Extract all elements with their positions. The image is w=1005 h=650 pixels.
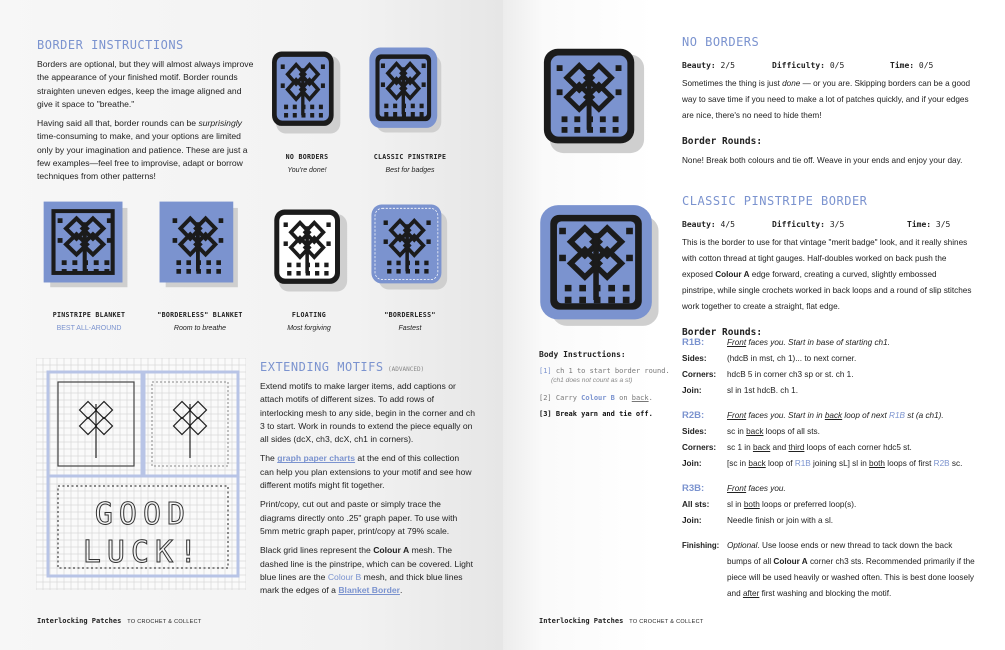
patch-illustration — [368, 46, 444, 134]
extending-text — [260, 380, 475, 603]
patch-illustration — [538, 43, 648, 155]
caption: FLOATING Most forgiving — [287, 311, 331, 332]
chart-text-luck: LUCK! — [82, 535, 204, 570]
classic-pinstripe-section: CLASSIC PINSTRIPE BORDER Beauty: 4/5 Difficulty: 3/5 Time: 3/5 This is the border to use for that vintage "merit badge" look, and it really shines with cotton thread at tight gauges. Half-doubles worked on back push the exposed Colour A edge forward, creating a curved, slightly embossed pinstripe, while single crochets worked in back loops and a round of slip stitches work together to create a straight, flat edge. Border Rounds: — [682, 194, 972, 338]
patch-classic-pinstripe — [368, 46, 444, 134]
caption: "BORDERLESS" Fastest — [384, 311, 436, 332]
patch-illustration — [370, 203, 450, 291]
patch-illustration — [42, 200, 134, 292]
patch-no-borders — [268, 47, 343, 135]
ratings: Beauty: 4/5 Difficulty: 3/5 Time: 3/5 — [682, 220, 951, 229]
patch-illustration — [270, 205, 350, 293]
intro-text — [37, 58, 259, 190]
paragraph: Extend motifs to make larger items, add captions or attach motifs of different sizes. To add rows of interlocking mesh to any side, begin in the corner and ch 3 to start. Work in rounds to extend the piece equally on all sides (dcX, ch3, dcX, ch1 in corners). — [260, 381, 475, 445]
caption: PINSTRIPE BLANKET BEST ALL-AROUND — [52, 311, 126, 332]
body-instructions: Body Instructions: [1] ch 1 to start border round. (ch1 does not count as a st) [2] Carry Colour B on back. [3] Break yarn and tie off. — [539, 350, 670, 418]
section-title: NO BORDERS — [682, 35, 760, 49]
caption: "BORDERLESS" BLANKET Room to breathe — [157, 311, 243, 332]
right-page — [503, 0, 1005, 650]
footer: Interlocking Patches TO CROCHET & COLLECT — [539, 617, 704, 625]
section-title: CLASSIC PINSTRIPE BORDER — [682, 194, 868, 208]
border-rounds-table: R1B: Front faces you. Start in base of starting ch1. Sides: (hdcB in mst, ch 1)... to next corner. Corners: hdcB 5 in corner ch3 sp or st. ch 1. Join: sl in 1st hdcB. ch 1. R2B: Front faces you. Start in in back loop of next R1B st (a ch1). Sides: sc in back loops of all sts. Corners: sc 1 in back and third loops of each corner hdc5 st. Join: [sc in back loop of R1B joining sL] sl in both loops of first R2B sc. R3B: Front faces you. All sts: sl in both loops or preferred loop(s). Join: Needle finish or join with a sl. Finishing: Optional. Use loose ends or new thread to tack down the back bumps of all Colour A corner ch3 sts. Recommended primarily if the piece will be used heavily or washed often. This is best done loosely and after first washing and blocking the motif. — [682, 337, 975, 598]
patch-pinstripe-blanket — [42, 200, 134, 292]
patch-classic-pinstripe-large — [538, 203, 663, 328]
patch-illustration — [268, 47, 343, 135]
patch-illustration — [538, 203, 663, 328]
no-borders-section: NO BORDERS Beauty: 2/5 Difficulty: 0/5 Time: 0/5 Sometimes the thing is just done — or you are. Skipping borders can be a good way to save time if you need to make a lot of patches quickly, and if your edges are nice, there's no need to hide them! Border Rounds: None! Break both colours and tie off. Weave in your ends and enjoy your day. — [682, 35, 971, 165]
graph-paper-diagram — [36, 358, 246, 590]
patch-borderless — [370, 203, 450, 291]
intro-paragraph-2: Having said all that, border rounds can be surprisingly time-consuming to make, and your options are limited only by your imagination and patience. These are just a few examples—feel free to improvise, adapt or borrow techniques from other patterns! — [37, 118, 248, 182]
chart-text-good: GOOD — [94, 497, 192, 532]
footer: Interlocking Patches TO CROCHET & COLLECT — [37, 617, 202, 625]
patch-no-borders-large — [538, 43, 648, 155]
graph-paper-charts-link[interactable]: graph paper charts — [277, 453, 356, 464]
patch-borderless-blanket — [158, 200, 244, 292]
patch-floating — [270, 205, 350, 293]
caption: NO BORDERS You're done! — [285, 153, 329, 174]
ratings: Beauty: 2/5 Difficulty: 0/5 Time: 0/5 — [682, 61, 934, 70]
extending-title: EXTENDING MOTIFS (ADVANCED) — [260, 360, 425, 374]
caption: CLASSIC PINSTRIPE Best for badges — [373, 153, 447, 174]
intro-paragraph: Borders are optional, but they will almost always improve the appearance of your finished motif. Border rounds straighten uneven edges, keep the image aligned and give it space to "breathe." — [37, 59, 254, 109]
blanket-border-link[interactable]: Blanket Border — [338, 585, 400, 596]
section-title: BORDER INSTRUCTIONS — [37, 38, 184, 52]
patch-illustration — [158, 200, 244, 292]
paragraph: The graph paper charts at the end of this collection can help you plan extensions to your motif and see how different motifs might fit together. — [260, 453, 472, 491]
paragraph: Print/copy, cut out and paste or simply trace the diagrams directly onto .25" graph paper. To use with 5mm metric graph paper, print/copy at 79% scale. — [260, 499, 458, 536]
paragraph: Black grid lines represent the Colour A mesh. The dashed line is the pinstripe, which can be covered. Light blue lines are the Colour B mesh, and thick blue lines mark the edges of a Blanket Border. — [260, 545, 474, 596]
